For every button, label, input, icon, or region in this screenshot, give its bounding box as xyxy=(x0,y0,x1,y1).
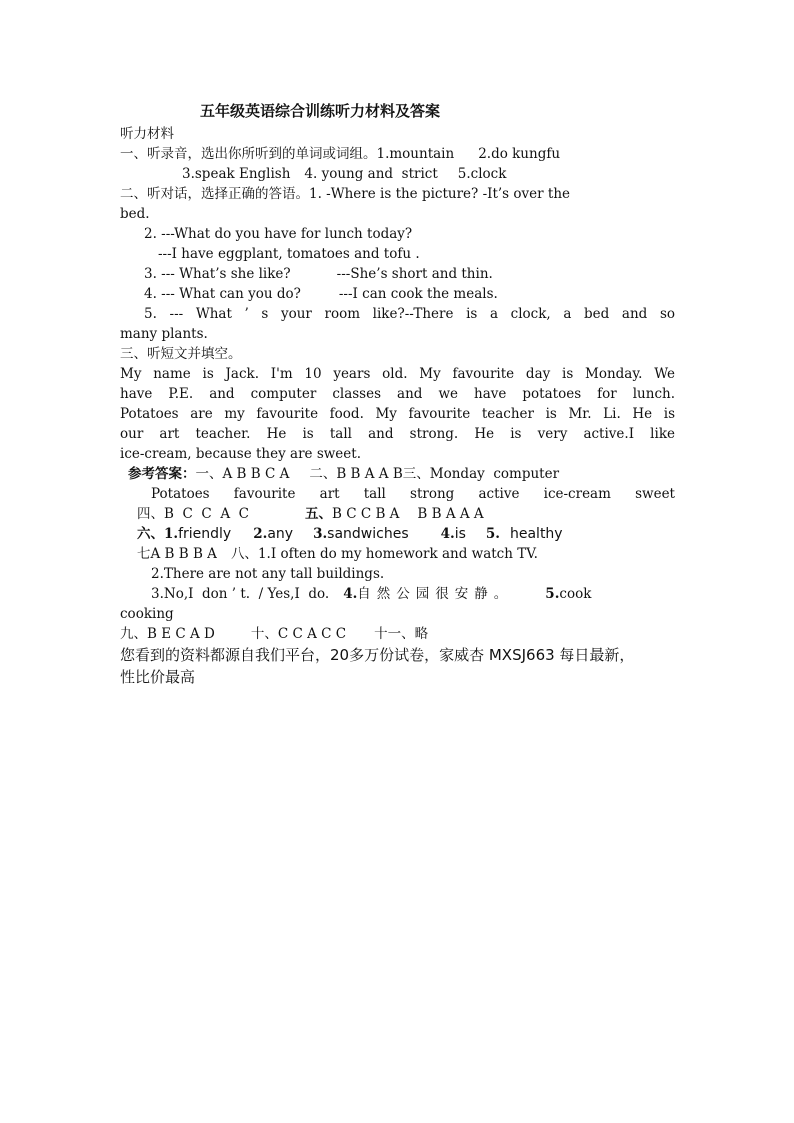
answer-1-prefix: 一、 xyxy=(195,466,223,482)
answer-8-3: 3.No,I don ’ t. / Yes,I do. xyxy=(151,586,330,602)
answer-6-num: 5. xyxy=(485,526,500,542)
answer-6-num: 4. xyxy=(440,526,455,542)
answer-3-word: sweet xyxy=(635,486,675,502)
part1-line2 xyxy=(120,164,675,184)
answer-3-first: Monday computer xyxy=(429,466,560,482)
part2-q4b: ---I can cook the meals. xyxy=(338,286,498,302)
answer-8-prefix: 八、 xyxy=(230,546,258,562)
part1-heading: 一、听录音，选出你所听到的单词或词组。 xyxy=(120,146,377,162)
part2-q1-cont: bed. xyxy=(120,206,150,222)
answer-3-word: Potatoes xyxy=(151,486,210,502)
passage-line-3: Potatoes are my favourite food. My favourite teacher is Mr. Li. He is xyxy=(120,406,675,422)
passage-line-5: ice-cream, because they are sweet. xyxy=(120,446,361,462)
answer-7: A B B B A xyxy=(150,546,217,562)
answer-3-word: strong xyxy=(410,486,455,502)
part1-item-2: 2.do kungfu xyxy=(478,146,561,162)
answer-3-word: favourite xyxy=(233,486,296,502)
answer-5a: B C C B A xyxy=(332,506,400,522)
footer-line-2: 性比价最高 xyxy=(120,668,196,686)
answer-2: B B A A B xyxy=(336,466,403,482)
answers-line9 xyxy=(120,624,675,644)
document-body xyxy=(120,124,675,688)
answer-8-5-num: 5. xyxy=(545,586,560,602)
answer-4: B C C A C xyxy=(164,506,249,522)
answers-line3 xyxy=(120,504,675,524)
answer-6-num: 1. xyxy=(164,526,179,542)
part1-item-5: 5.clock xyxy=(457,166,507,182)
passage-line-1: My name is Jack. I'm 10 years old. My favourite day is Monday. We xyxy=(120,366,675,382)
answer-4-prefix: 四、 xyxy=(137,506,164,522)
answer-11-prefix: 十一、 xyxy=(374,626,415,642)
answer-1: A B B C A xyxy=(222,466,290,482)
answer-8-4: 自然公园很安静。 xyxy=(357,586,514,602)
section-label: 听力材料 xyxy=(120,126,174,142)
answer-3-prefix: 三、 xyxy=(402,466,430,482)
part2-heading: 二、听对话，选择正确的答语。 xyxy=(120,186,309,202)
answer-3-word: ice-cream xyxy=(543,486,611,502)
answer-2-prefix: 二、 xyxy=(309,466,337,482)
answers-line7 xyxy=(120,584,675,604)
answer-8-5-cont: cooking xyxy=(120,606,174,622)
answer-9-prefix: 九、 xyxy=(120,626,147,642)
answer-11: 略 xyxy=(414,626,429,642)
answer-3-word: tall xyxy=(363,486,386,502)
answer-7-prefix: 七 xyxy=(137,546,151,562)
part2-q3a: 3. --- What’s she like? xyxy=(144,266,291,282)
part1-item-4: 4. young and strict xyxy=(304,166,438,182)
answer-6-num: 2. xyxy=(253,526,268,542)
answer-10: C C A C C xyxy=(277,626,347,642)
answers-line4 xyxy=(120,524,675,544)
part2-q5-cont: many plants. xyxy=(120,326,208,342)
answer-6-prefix: 六、 xyxy=(137,526,164,542)
part1-line1 xyxy=(120,144,675,164)
part3-heading: 三、听短文并填空。 xyxy=(120,346,242,362)
answer-6-num: 3. xyxy=(313,526,328,542)
answer-3-word: active xyxy=(478,486,520,502)
answer-9: B E C A D xyxy=(147,626,215,642)
answer-8-1: 1.I often do my homework and watch TV. xyxy=(257,546,538,562)
part2-q2b: ---I have eggplant, tomatoes and tofu . xyxy=(158,246,420,262)
answer-6-text: friendly xyxy=(178,526,232,542)
passage-line-4: our art teacher. He is tall and strong. He is very active.I like xyxy=(120,426,675,442)
answers-line5 xyxy=(120,544,675,564)
part2-q3 xyxy=(120,264,675,284)
passage-line-2: have P.E. and computer classes and we have potatoes for lunch. xyxy=(120,386,675,402)
part2-q1: 1. -Where is the picture? -It’s over the xyxy=(309,186,571,202)
answer-3-word: art xyxy=(319,486,340,502)
answer-8-4-num: 4. xyxy=(343,586,358,602)
part2-q4 xyxy=(120,284,675,304)
answers-label: 参考答案： xyxy=(128,466,196,482)
footer-line-1: 您看到的资料都源自我们平台，20多万份试卷，家威杏 MXSJ663 每日最新， xyxy=(120,646,635,664)
part2-q4a: 4. --- What can you do? xyxy=(144,286,301,302)
part1-item-3: 3.speak English xyxy=(182,166,291,182)
answers-line2 xyxy=(120,484,675,504)
answers-line1 xyxy=(120,464,675,484)
answer-5b: B B A A A xyxy=(417,506,484,522)
answer-6-text: healthy xyxy=(509,526,563,542)
answer-6-text: sandwiches xyxy=(327,526,409,542)
part1-item-1: 1.mountain xyxy=(376,146,455,162)
part2-line1 xyxy=(120,184,675,204)
answer-8-5: cook xyxy=(559,586,592,602)
answer-5-prefix: 五、 xyxy=(305,506,332,522)
answer-10-prefix: 十、 xyxy=(250,626,278,642)
part2-q2a: 2. ---What do you have for lunch today? xyxy=(144,226,413,242)
part2-q5: 5. --- What ’ s your room like?--There is a clock, a bed and so xyxy=(144,306,675,322)
answer-6-text: is xyxy=(454,526,466,542)
answer-8-2: 2.There are not any tall buildings. xyxy=(151,566,385,582)
part2-q3b: ---She’s short and thin. xyxy=(336,266,493,282)
answer-6-text: any xyxy=(267,526,294,542)
document-title: 五年级英语综合训练听力材料及答案 xyxy=(200,102,441,120)
